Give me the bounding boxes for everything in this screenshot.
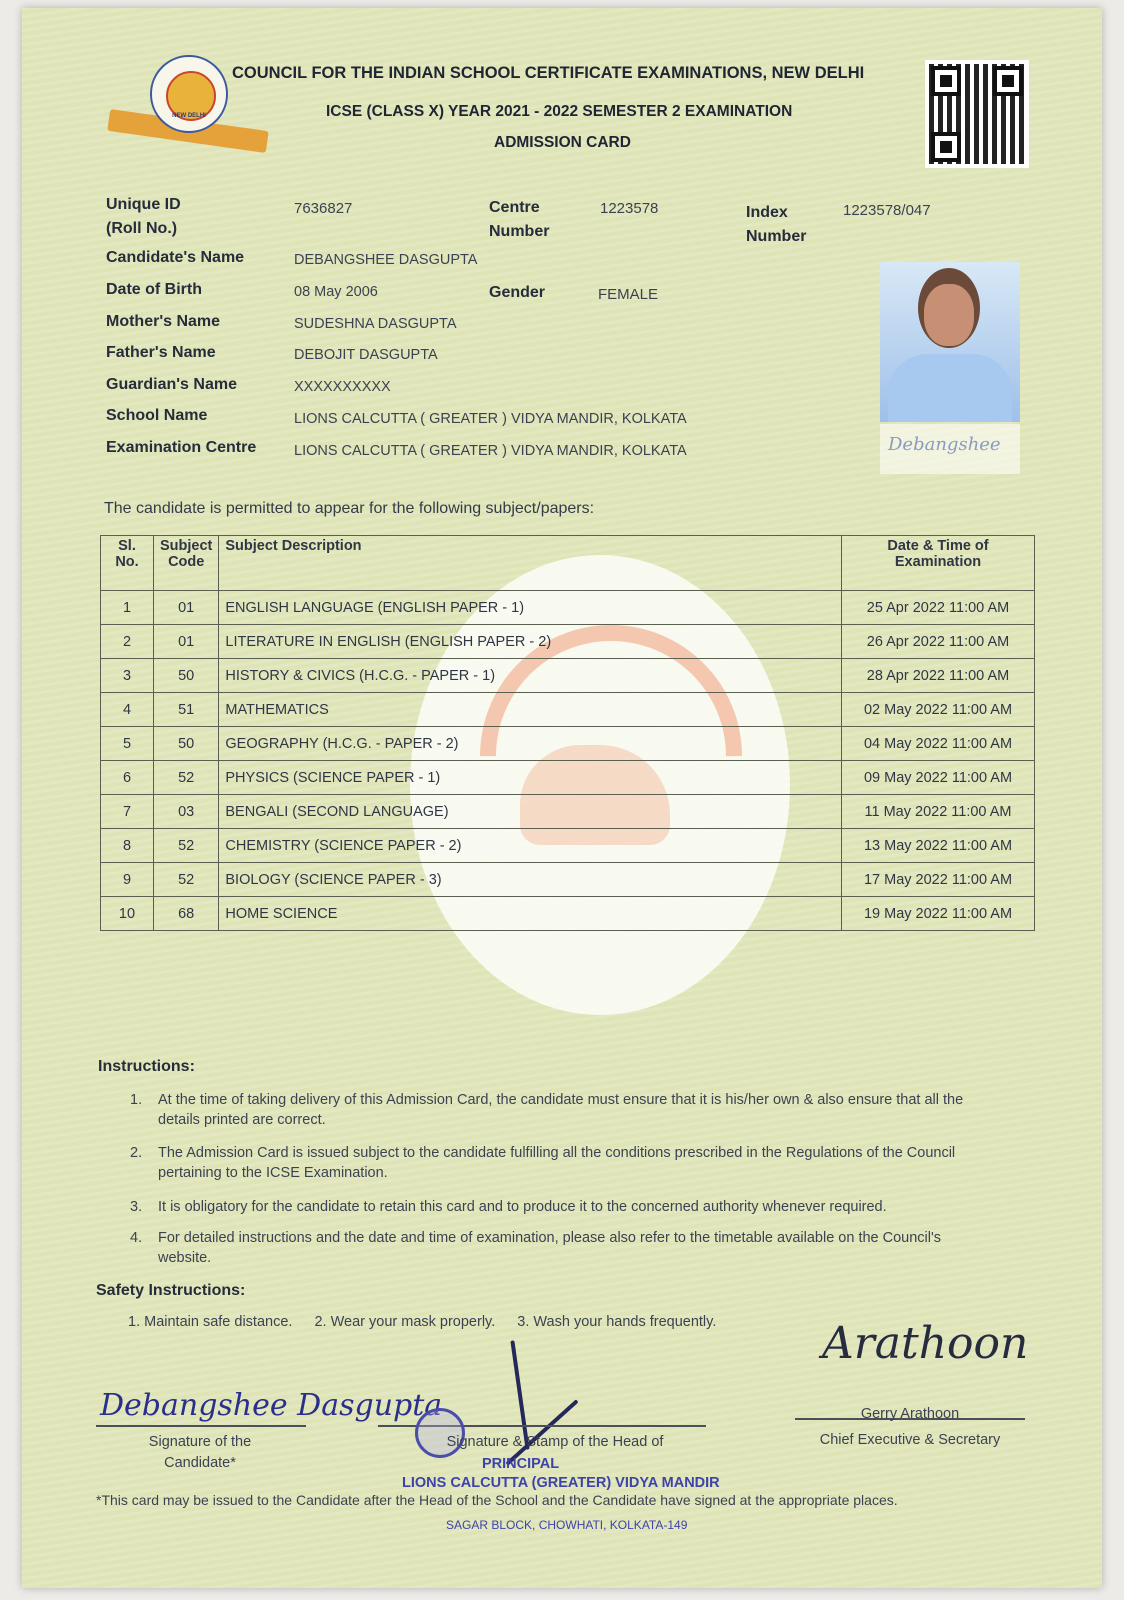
head-signature-label: Signature & Stamp of the Head of [446,1434,664,1450]
cell-subject-description: HISTORY & CIVICS (H.C.G. - PAPER - 1) [219,659,842,693]
index-number-value: 1223578/047 [843,202,931,219]
cell-subject-code: 03 [154,795,219,829]
table-row [101,761,1035,795]
table-row [101,863,1035,897]
father-name-value: DEBOJIT DASGUPTA [294,347,438,363]
cell-date-time: 17 May 2022 11:00 AM [842,863,1035,897]
table-row [101,795,1035,829]
index-number-label-2: Number [746,228,807,245]
ceo-title: Chief Executive & Secretary [819,1432,1001,1448]
school-name-value: LIONS CALCUTTA ( GREATER ) VIDYA MANDIR, KOLKATA [294,411,687,427]
cell-sl-no: 8 [101,829,154,863]
candidate-signature-label: Signature of the Candidate* [148,1434,252,1471]
table-row [101,591,1035,625]
table-row [101,727,1035,761]
cell-sl-no: 9 [101,863,154,897]
cell-subject-description: GEOGRAPHY (H.C.G. - PAPER - 2) [219,727,842,761]
safety-item-3: 3. Wash your hands frequently. [517,1314,717,1330]
cell-subject-code: 01 [154,625,219,659]
mother-name-value: SUDESHNA DASGUPTA [294,316,457,332]
cell-subject-description: MATHEMATICS [219,693,842,727]
header-subject-description: Subject Description [219,536,842,591]
ceo-signature: Arathoon [822,1318,1029,1369]
cell-subject-code: 50 [154,659,219,693]
ceo-name: Gerry Arathoon [860,1406,960,1422]
cell-sl-no: 10 [101,897,154,931]
cell-subject-code: 52 [154,829,219,863]
safety-instructions [128,1314,734,1330]
instructions-title: Instructions: [98,1058,195,1075]
exam-centre-label: Examination Centre [106,439,257,456]
cell-subject-code: 51 [154,693,219,727]
cell-date-time: 04 May 2022 11:00 AM [842,727,1035,761]
instruction-item-3: 3. It is obligatory for the candidate to retain this card and to produce it to the concerned authority whenever required. [130,1199,887,1215]
card-title: ADMISSION CARD [494,134,631,151]
footer-note: *This card may be issued to the Candidate after the Head of the School and the Candidate have signed at the appropriate places. [96,1492,898,1508]
cell-subject-description: PHYSICS (SCIENCE PAPER - 1) [219,761,842,795]
stamp-principal: PRINCIPAL [482,1456,560,1472]
stamp-school-name: LIONS CALCUTTA (GREATER) VIDYA MANDIR [402,1475,720,1491]
candidate-name-value: DEBANGSHEE DASGUPTA [294,252,478,268]
unique-id-value: 7636827 [294,200,353,217]
cell-sl-no: 3 [101,659,154,693]
candidate-photo [880,262,1020,422]
cell-subject-description: BENGALI (SECOND LANGUAGE) [219,795,842,829]
cell-subject-code: 01 [154,591,219,625]
cell-date-time: 09 May 2022 11:00 AM [842,761,1035,795]
dob-value: 08 May 2006 [294,284,378,300]
school-name-label: School Name [106,407,208,424]
cell-sl-no: 2 [101,625,154,659]
instruction-item-4: 4. For detailed instructions and the date and time of examination, please also refer to the timetable available on the Council's website. [130,1230,942,1266]
cell-subject-code: 68 [154,897,219,931]
photo-signature: Debangshee [880,424,1020,474]
table-row [101,625,1035,659]
cell-date-time: 26 Apr 2022 11:00 AM [842,625,1035,659]
cell-sl-no: 5 [101,727,154,761]
exam-centre-value: LIONS CALCUTTA ( GREATER ) VIDYA MANDIR, KOLKATA [294,443,687,459]
cell-sl-no: 1 [101,591,154,625]
cell-subject-code: 52 [154,863,219,897]
cell-subject-description: HOME SCIENCE [219,897,842,931]
father-name-label: Father's Name [106,344,216,361]
centre-number-label-2: Number [489,223,550,240]
candidate-name-label: Candidate's Name [106,249,245,266]
gender-label: Gender [489,284,546,301]
header-date-time: Date & Time of Examination [842,536,1035,591]
qr-code [925,60,1029,168]
instruction-item-1: 1. At the time of taking delivery of this Admission Card, the candidate must ensure that it is his/her own & also ensure that all the details printed are correct. [130,1092,964,1128]
cell-date-time: 11 May 2022 11:00 AM [842,795,1035,829]
table-header-row [101,536,1035,591]
mother-name-label: Mother's Name [106,313,221,330]
cell-sl-no: 4 [101,693,154,727]
gender-value: FEMALE [598,286,659,303]
cell-subject-description: BIOLOGY (SCIENCE PAPER - 3) [219,863,842,897]
cell-date-time: 25 Apr 2022 11:00 AM [842,591,1035,625]
centre-number-label: Centre [489,199,540,216]
table-row [101,693,1035,727]
cell-date-time: 13 May 2022 11:00 AM [842,829,1035,863]
centre-number-value: 1223578 [600,200,659,217]
cell-date-time: 19 May 2022 11:00 AM [842,897,1035,931]
stamp-address: SAGAR BLOCK, CHOWHATI, KOLKATA-149 [446,1518,688,1532]
index-number-label: Index [746,204,788,221]
cell-sl-no: 6 [101,761,154,795]
unique-id-label: Unique ID [106,196,181,213]
safety-item-1: 1. Maintain safe distance. [128,1314,293,1330]
cell-subject-description: CHEMISTRY (SCIENCE PAPER - 2) [219,829,842,863]
cell-sl-no: 7 [101,795,154,829]
safety-item-2: 2. Wear your mask properly. [314,1314,496,1330]
instruction-item-2: 2. The Admission Card is issued subject to the candidate fulfilling all the conditions prescribed in the Regulations of the Council pertaining to the ICSE Examination. [130,1145,956,1181]
dob-label: Date of Birth [106,281,202,298]
permit-text: The candidate is permitted to appear for the following subject/papers: [104,500,595,517]
logo-text: NEW DELHI [172,113,206,119]
cell-subject-description: ENGLISH LANGUAGE (ENGLISH PAPER - 1) [219,591,842,625]
guardian-name-label: Guardian's Name [106,376,237,393]
roll-no-label: (Roll No.) [106,220,178,237]
table-row [101,659,1035,693]
guardian-name-value: XXXXXXXXXX [294,379,391,395]
header-subject-code: Subject Code [154,536,219,591]
table-row [101,897,1035,931]
cell-subject-description: LITERATURE IN ENGLISH (ENGLISH PAPER - 2) [219,625,842,659]
council-logo [150,55,228,133]
subjects-table [100,535,1035,931]
cell-date-time: 28 Apr 2022 11:00 AM [842,659,1035,693]
candidate-signature: Debangshee Dasgupta [100,1388,443,1423]
cell-date-time: 02 May 2022 11:00 AM [842,693,1035,727]
exam-title: ICSE (CLASS X) YEAR 2021 - 2022 SEMESTER 2 EXAMINATION [326,103,793,120]
table-row [101,829,1035,863]
cell-subject-code: 50 [154,727,219,761]
header-sl-no: Sl. No. [101,536,154,591]
candidate-signature-line [96,1425,306,1427]
safety-instructions-title: Safety Instructions: [96,1282,246,1299]
cell-subject-code: 52 [154,761,219,795]
council-title: COUNCIL FOR THE INDIAN SCHOOL CERTIFICATE EXAMINATIONS, NEW DELHI [232,64,865,82]
